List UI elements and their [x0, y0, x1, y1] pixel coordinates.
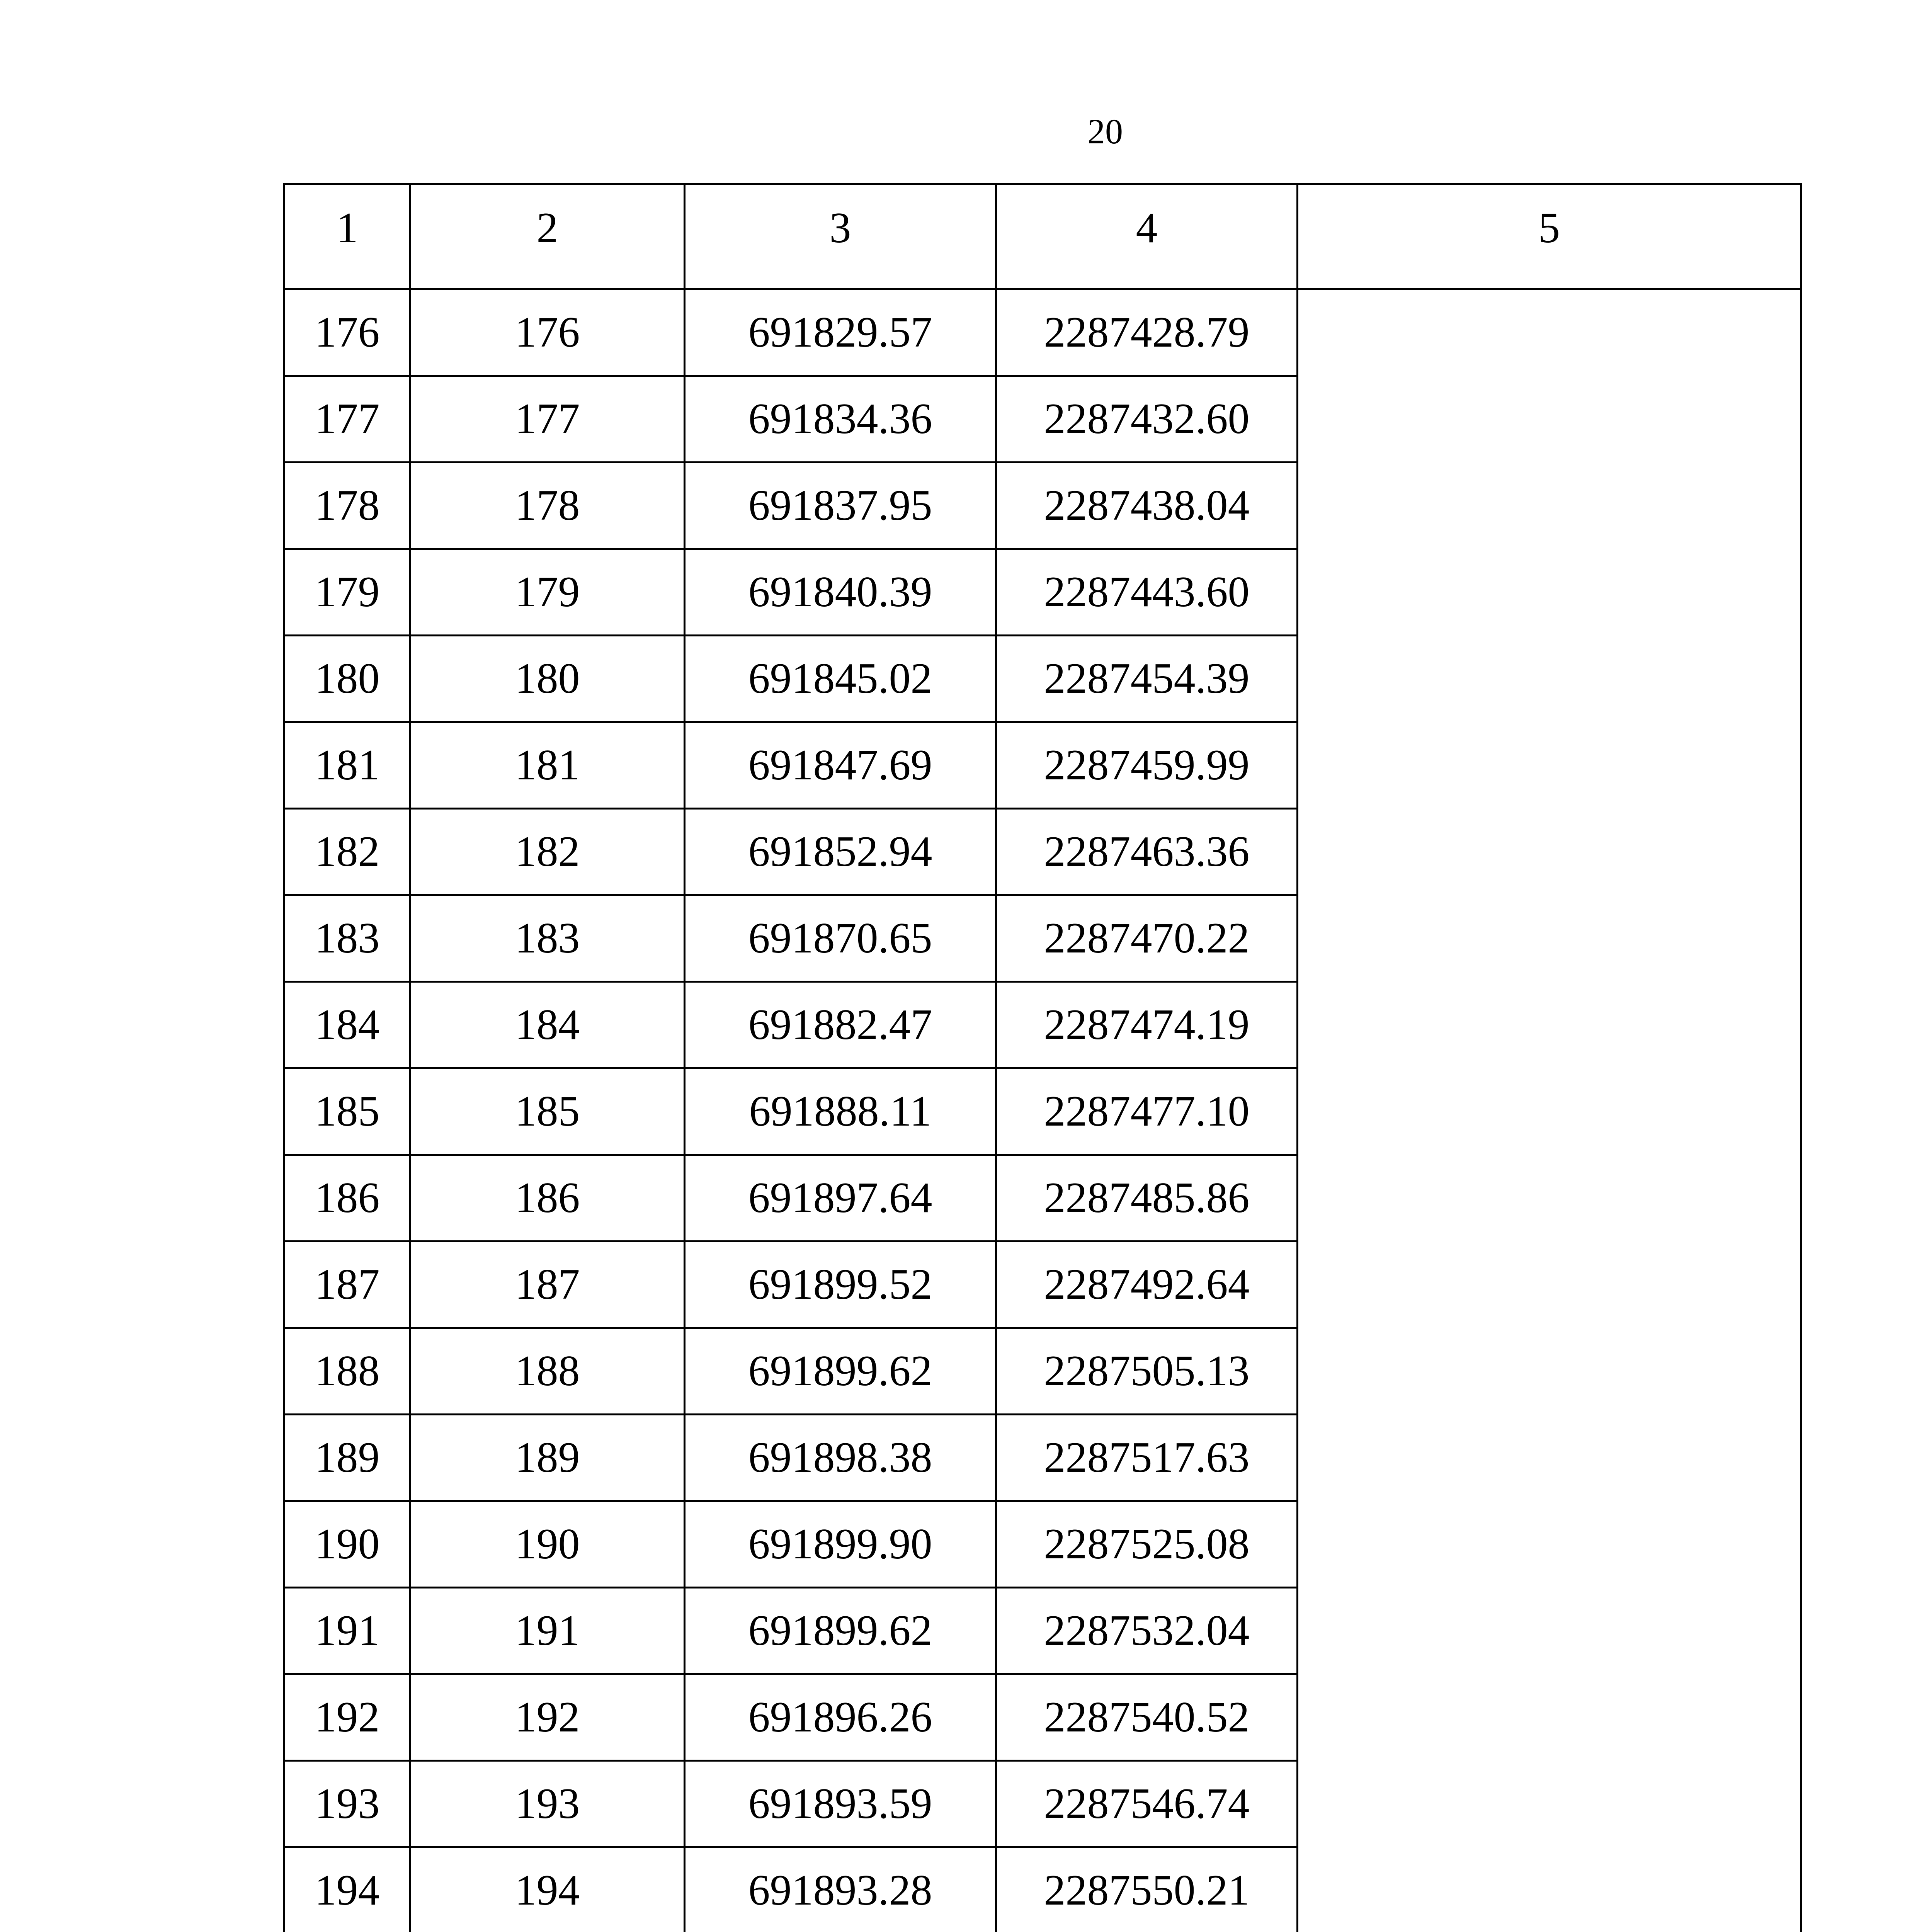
table-cell-col3: 691834.36 — [685, 376, 996, 463]
table-cell-col4: 2287550.21 — [996, 1847, 1298, 1932]
table-cell-col1: 192 — [284, 1674, 410, 1761]
table-cell-col4: 2287525.08 — [996, 1501, 1298, 1588]
table-cell-col5-empty — [1298, 289, 1801, 1932]
table-cell-col2: 184 — [410, 982, 685, 1068]
table-cell-col4: 2287540.52 — [996, 1674, 1298, 1761]
table-cell-col2: 178 — [410, 463, 685, 549]
table-cell-col3: 691897.64 — [685, 1155, 996, 1242]
header-cell-3: 3 — [685, 184, 996, 289]
table-cell-col3: 691870.65 — [685, 895, 996, 982]
table-cell-col4: 2287470.22 — [996, 895, 1298, 982]
table-cell-col2: 180 — [410, 636, 685, 722]
table-cell-col1: 187 — [284, 1242, 410, 1328]
table-cell-col1: 191 — [284, 1588, 410, 1674]
page-number: 20 — [1087, 112, 1123, 151]
table-cell-col2: 192 — [410, 1674, 685, 1761]
table-cell-col4: 2287532.04 — [996, 1588, 1298, 1674]
table-cell-col3: 691899.52 — [685, 1242, 996, 1328]
table-cell-col1: 176 — [284, 289, 410, 376]
table-cell-col2: 182 — [410, 809, 685, 895]
table-cell-col2: 193 — [410, 1761, 685, 1847]
table-cell-col2: 179 — [410, 549, 685, 636]
table-cell-col2: 190 — [410, 1501, 685, 1588]
table-cell-col4: 2287454.39 — [996, 636, 1298, 722]
table-cell-col2: 186 — [410, 1155, 685, 1242]
table-cell-col2: 183 — [410, 895, 685, 982]
table-cell-col2: 191 — [410, 1588, 685, 1674]
table-cell-col1: 189 — [284, 1415, 410, 1501]
header-cell-2: 2 — [410, 184, 685, 289]
table-cell-col3: 691829.57 — [685, 289, 996, 376]
header-cell-4: 4 — [996, 184, 1298, 289]
table-row — [284, 289, 1801, 376]
table-cell-col1: 185 — [284, 1068, 410, 1155]
table-cell-col4: 2287517.63 — [996, 1415, 1298, 1501]
table-cell-col1: 179 — [284, 549, 410, 636]
table-cell-col1: 188 — [284, 1328, 410, 1415]
header-cell-5: 5 — [1298, 184, 1801, 289]
table-cell-col4: 2287492.64 — [996, 1242, 1298, 1328]
table-cell-col2: 194 — [410, 1847, 685, 1932]
table-cell-col2: 189 — [410, 1415, 685, 1501]
table-cell-col1: 190 — [284, 1501, 410, 1588]
table-cell-col4: 2287485.86 — [996, 1155, 1298, 1242]
table-cell-col1: 181 — [284, 722, 410, 809]
table-cell-col4: 2287505.13 — [996, 1328, 1298, 1415]
table-cell-col4: 2287546.74 — [996, 1761, 1298, 1847]
table-cell-col4: 2287438.04 — [996, 463, 1298, 549]
table-cell-col3: 691888.11 — [685, 1068, 996, 1155]
header-cell-1: 1 — [284, 184, 410, 289]
table-cell-col3: 691899.90 — [685, 1501, 996, 1588]
table-cell-col1: 193 — [284, 1761, 410, 1847]
table-cell-col1: 186 — [284, 1155, 410, 1242]
table-cell-col4: 2287477.10 — [996, 1068, 1298, 1155]
table-cell-col4: 2287463.36 — [996, 809, 1298, 895]
table-cell-col3: 691893.59 — [685, 1761, 996, 1847]
table-cell-col2: 188 — [410, 1328, 685, 1415]
table-cell-col2: 181 — [410, 722, 685, 809]
table-cell-col4: 2287443.60 — [996, 549, 1298, 636]
table-cell-col2: 187 — [410, 1242, 685, 1328]
table-cell-col3: 691847.69 — [685, 722, 996, 809]
table-cell-col4: 2287459.99 — [996, 722, 1298, 809]
table-cell-col4: 2287428.79 — [996, 289, 1298, 376]
table-cell-col3: 691899.62 — [685, 1328, 996, 1415]
table-cell-col3: 691899.62 — [685, 1588, 996, 1674]
table-cell-col1: 177 — [284, 376, 410, 463]
table-cell-col3: 691898.38 — [685, 1415, 996, 1501]
table-cell-col3: 691896.26 — [685, 1674, 996, 1761]
table-cell-col3: 691837.95 — [685, 463, 996, 549]
table-cell-col1: 182 — [284, 809, 410, 895]
table-cell-col3: 691845.02 — [685, 636, 996, 722]
table-cell-col3: 691882.47 — [685, 982, 996, 1068]
table-header-row — [284, 184, 1801, 289]
table-cell-col4: 2287474.19 — [996, 982, 1298, 1068]
table-cell-col3: 691852.94 — [685, 809, 996, 895]
table-cell-col2: 176 — [410, 289, 685, 376]
table-cell-col3: 691840.39 — [685, 549, 996, 636]
table-cell-col1: 178 — [284, 463, 410, 549]
table-cell-col3: 691893.28 — [685, 1847, 996, 1932]
table-cell-col1: 194 — [284, 1847, 410, 1932]
table-cell-col1: 183 — [284, 895, 410, 982]
coordinates-table — [283, 183, 1802, 1932]
table-cell-col1: 184 — [284, 982, 410, 1068]
table-cell-col2: 185 — [410, 1068, 685, 1155]
table-cell-col2: 177 — [410, 376, 685, 463]
table-cell-col4: 2287432.60 — [996, 376, 1298, 463]
table-cell-col1: 180 — [284, 636, 410, 722]
